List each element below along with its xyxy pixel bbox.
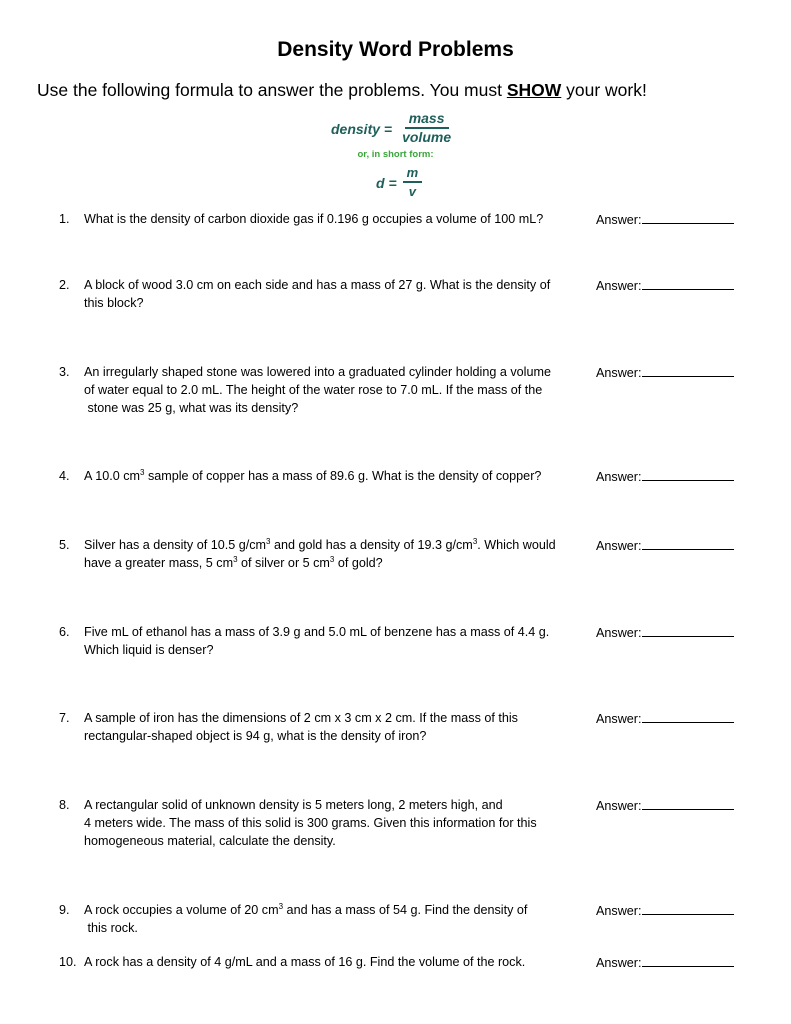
answer-blank[interactable] [642, 363, 734, 377]
problem-line: An irregularly shaped stone was lowered into a graduated cylinder holding a volume [84, 365, 551, 379]
answer-label: Answer: [596, 626, 642, 640]
problem-line: A block of wood 3.0 cm on each side and has a mass of 27 g. What is the density of [84, 278, 551, 292]
answer-blank[interactable] [642, 953, 734, 967]
formula-short-denominator: v [408, 184, 417, 199]
problem-line: Five mL of ethanol has a mass of 3.9 g and 5.0 mL of benzene has a mass of 4.4 g. [84, 625, 550, 639]
problem-text [84, 709, 579, 745]
answer-label: Answer: [596, 799, 642, 813]
problem-number: 7. [59, 711, 70, 725]
problem-text [84, 276, 579, 312]
superscript: 3 [266, 537, 271, 546]
answer-label: Answer: [596, 366, 642, 380]
problem-line: A rectangular solid of unknown density is 5 meters long, 2 meters high, and [84, 798, 503, 812]
answer-field[interactable] [596, 210, 734, 229]
answer-field[interactable] [596, 363, 734, 382]
answer-blank[interactable] [642, 901, 734, 915]
problem-text [84, 210, 579, 228]
answer-field[interactable] [596, 901, 734, 920]
answer-label: Answer: [596, 279, 642, 293]
problem-number: 9. [59, 903, 70, 917]
instructions [37, 80, 647, 101]
answer-blank[interactable] [642, 709, 734, 723]
problem-number: 3. [59, 365, 70, 379]
problem-line: A 10.0 $cm^3$ sample of copper has a mass of 89.6 g. What is the density of copper? [84, 468, 542, 483]
problem-text [84, 536, 579, 572]
answer-field[interactable] [596, 276, 734, 295]
problem-text [84, 467, 579, 485]
density-formula [0, 107, 791, 202]
formula-short [376, 165, 422, 200]
superscript: 3 [278, 902, 284, 911]
problem-number: 2. [59, 278, 70, 292]
formula-short-numerator: m [403, 165, 423, 183]
superscript: 3 [140, 468, 145, 477]
superscript: 3 [233, 555, 238, 564]
instructions-text: Use the following formula to answer the problems. You must [37, 80, 507, 100]
instructions-emphasis: SHOW [506, 80, 562, 100]
answer-blank[interactable] [642, 796, 734, 810]
problem-line: What is the density of carbon dioxide gas if 0.196 g occupies a volume of 100 mL? [84, 212, 544, 226]
formula-short-lhs: d = [376, 174, 397, 191]
problem-text [84, 796, 579, 850]
formula-fraction [398, 111, 455, 146]
formula-full [331, 111, 455, 146]
problem-line: have a greater mass, 5 $cm^3$ of silver or 5 $cm^3$ of gold? [84, 555, 383, 570]
formula-short-label: or, in short form: [357, 149, 434, 160]
problem-number: 4. [59, 469, 70, 483]
answer-blank[interactable] [642, 536, 734, 550]
formula-lhs: density = [331, 120, 393, 137]
answer-label: Answer: [596, 213, 642, 227]
answer-label: Answer: [596, 470, 642, 484]
problem-number: 6. [59, 625, 70, 639]
problem-line: A rock has a density of 4 g/mL and a mass of 16 g. Find the volume of the rock. [84, 955, 526, 969]
problem-line: rectangular-shaped object is 94 g, what is the density of iron? [84, 729, 427, 743]
problem-line: Silver has a density of 10.5 $g/cm^3$ and gold has a density of 19.3 $g/cm^3$. Which would [84, 537, 556, 552]
superscript: 3 [472, 537, 478, 546]
problem-line: this rock. [84, 921, 138, 935]
formula-short-fraction [403, 165, 423, 200]
answer-blank[interactable] [642, 623, 734, 637]
answer-field[interactable] [596, 796, 734, 815]
instructions-text-end: your work! [561, 80, 647, 100]
page-title: Density Word Problems [277, 38, 514, 61]
answer-label: Answer: [596, 539, 642, 553]
problem-line: A sample of iron has the dimensions of 2 cm x 3 cm x 2 cm. If the mass of this [84, 711, 518, 725]
problem-line: this block? [84, 296, 144, 310]
answer-field[interactable] [596, 536, 734, 555]
problem-number: 10. [59, 955, 77, 969]
answer-field[interactable] [596, 953, 734, 972]
problem-line: homogeneous material, calculate the density. [84, 834, 336, 848]
problem-number: 5. [59, 538, 70, 552]
problem-line: 4 meters wide. The mass of this solid is 300 grams. Given this information for this [84, 816, 537, 830]
formula-denominator: volume [402, 129, 452, 145]
superscript: 3 [329, 555, 335, 564]
problem-text [84, 363, 579, 417]
answer-field[interactable] [596, 623, 734, 642]
problem-number: 8. [59, 798, 70, 812]
problem-text [84, 901, 579, 937]
problem-line: of water equal to 2.0 mL. The height of the water rose to 7.0 mL. If the mass of the [84, 383, 543, 397]
answer-field[interactable] [596, 467, 734, 486]
problem-line: stone was 25 g, what was its density? [84, 401, 299, 415]
problem-number: 1. [59, 212, 70, 226]
problem-text [84, 953, 579, 971]
answer-blank[interactable] [642, 210, 734, 224]
answer-field[interactable] [596, 709, 734, 728]
answer-label: Answer: [596, 904, 642, 918]
problem-text [84, 623, 579, 659]
problem-line: A rock occupies a volume of 20 $cm^3$ and has a mass of 54 g. Find the density of [84, 902, 528, 917]
answer-blank[interactable] [642, 276, 734, 290]
answer-label: Answer: [596, 712, 642, 726]
formula-numerator: mass [405, 111, 449, 129]
problem-line: Which liquid is denser? [84, 643, 214, 657]
answer-blank[interactable] [642, 467, 734, 481]
answer-label: Answer: [596, 956, 642, 970]
